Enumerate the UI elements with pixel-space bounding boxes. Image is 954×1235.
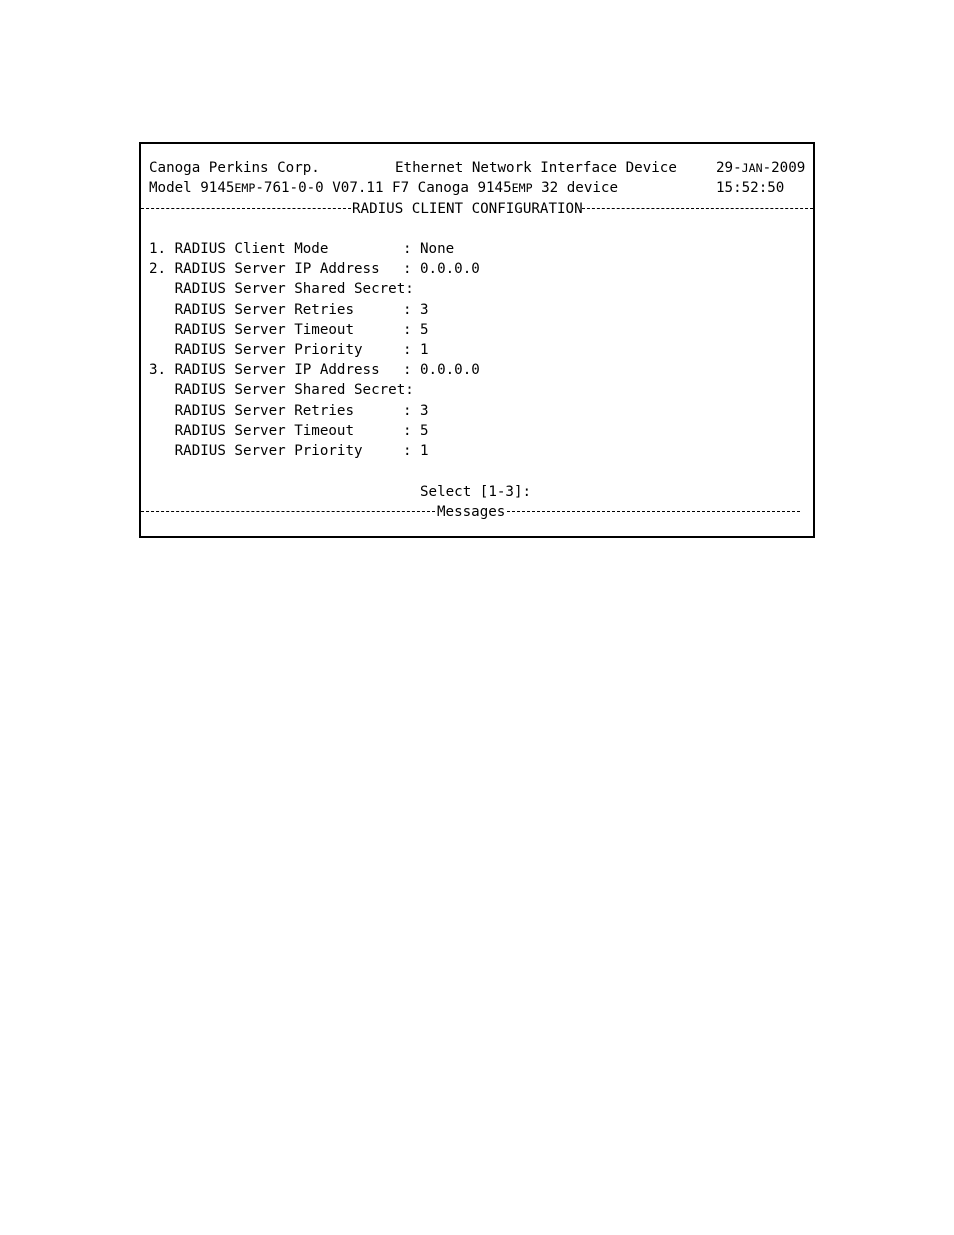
menu-item-separator: :	[403, 402, 412, 419]
prompt-row	[141, 482, 532, 502]
menu-item-separator: :	[403, 422, 412, 439]
system-date: 29-JAN-2009	[716, 160, 806, 176]
menu-item-label: 3. RADIUS Server IP Address	[149, 362, 380, 379]
menu-item-value: 5	[420, 422, 429, 439]
menu-item-label: 1. RADIUS Client Mode	[149, 241, 329, 257]
menu-item-value: 3	[420, 402, 429, 419]
menu-item-label: 2. RADIUS Server IP Address	[149, 261, 380, 278]
menu-item-value: 3	[420, 301, 429, 318]
model-info: Model 9145EMP-761-0-0 V07.11 F7 Canoga 9145EMP 32 device	[149, 180, 618, 196]
menu-item-separator: :	[403, 301, 412, 318]
menu-item-label: RADIUS Server Shared Secret:	[149, 382, 414, 399]
menu-item-value: 0.0.0.0	[420, 261, 480, 278]
system-time: 15:52:50	[716, 180, 785, 196]
menu-item-value: None	[420, 241, 455, 257]
menu-item-separator: :	[403, 342, 412, 358]
menu-item-label: RADIUS Server Timeout	[149, 422, 354, 439]
menu-item-separator: :	[403, 241, 412, 257]
header-row-2	[141, 178, 785, 198]
menu-item-value: 0.0.0.0	[420, 362, 480, 379]
header-row-1	[141, 158, 806, 178]
screen-title-divider	[141, 199, 813, 219]
menu-item-label: RADIUS Server Retries	[149, 402, 354, 419]
messages-title: Messages	[437, 504, 506, 520]
menu-item-label: RADIUS Server Timeout	[149, 321, 354, 338]
menu-item-separator: :	[403, 261, 412, 278]
company-name: Canoga Perkins Corp.	[149, 160, 320, 176]
menu-item-label: RADIUS Server Priority	[149, 443, 363, 459]
menu-item-value: 1	[420, 342, 429, 358]
menu-item-label: RADIUS Server Retries	[149, 301, 354, 318]
menu-item-value: 5	[420, 321, 429, 338]
screen-title: RADIUS CLIENT CONFIGURATION	[352, 201, 583, 217]
device-title: Ethernet Network Interface Device	[395, 160, 677, 176]
menu-item-separator: :	[403, 443, 412, 459]
menu-item-separator: :	[403, 321, 412, 338]
messages-divider	[141, 502, 813, 522]
menu-item-value: 1	[420, 443, 429, 459]
menu-item-label: RADIUS Server Shared Secret:	[149, 281, 414, 298]
select-prompt[interactable]: Select [1-3]:	[420, 484, 532, 500]
menu-item-label: RADIUS Server Priority	[149, 342, 363, 358]
terminal-screen	[139, 142, 815, 538]
menu-item-separator: :	[403, 362, 412, 379]
